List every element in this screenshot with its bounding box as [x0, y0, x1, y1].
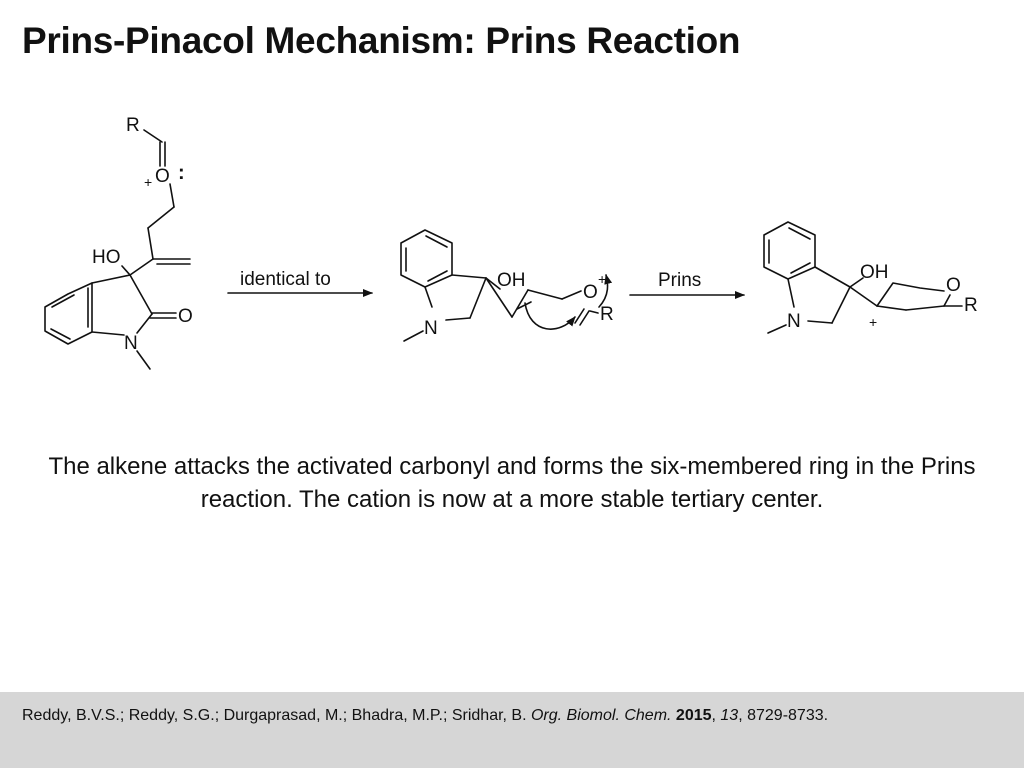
footer-bar	[0, 692, 1024, 768]
mol1-plus-charge: +	[144, 174, 153, 190]
mol1-n-label: N	[124, 333, 138, 354]
slide-title: Prins-Pinacol Mechanism: Prins Reaction	[22, 20, 741, 61]
mol2-o-label: O	[583, 282, 598, 303]
mol3-o-label: O	[946, 275, 961, 296]
citation-volume: 13	[720, 707, 739, 724]
mol1-lone-pair: :	[178, 162, 185, 184]
mol3-n-label: N	[787, 311, 801, 332]
reaction-scheme	[0, 95, 1024, 395]
mol3-oh-label: OH	[860, 262, 889, 283]
mol2-oh-label: OH	[497, 270, 526, 291]
citation-authors: Reddy, B.V.S.; Reddy, S.G.; Durgaprasad, M.; Bhadra, M.P.; Sridhar, B.	[22, 707, 531, 724]
mol1-carbonyl-o-label: O	[178, 306, 193, 327]
mol1-oxonium-o-label: O	[155, 166, 170, 187]
indoline-oxocarbenium-molecule	[401, 230, 614, 341]
citation-year: 2015	[675, 707, 712, 724]
citation-journal: Org. Biomol. Chem.	[530, 707, 672, 724]
mol1-ho-label: HO	[92, 247, 121, 268]
mol3-r-label: R	[964, 295, 978, 316]
oxindole-oxonium-molecule	[45, 115, 193, 369]
mol2-plus-charge: +	[598, 271, 607, 287]
mol1-r-label: R	[126, 115, 140, 136]
mol2-n-label: N	[424, 318, 438, 339]
caption-text: The alkene attacks the activated carbonyl and forms the six-membered ring in the Prins reaction. The cation is now at a more stable tertiary center.	[48, 453, 976, 513]
arrow2-label: Prins	[658, 270, 702, 291]
citation: Reddy, B.V.S.; Reddy, S.G.; Durgaprasad, M.; Bhadra, M.P.; Sridhar, B. Org. Biomol. Chem. 2015, 13, 8729-8733.	[22, 707, 829, 724]
mol3-plus-charge: +	[869, 314, 878, 330]
citation-pages: 8729-8733.	[747, 707, 829, 724]
mol2-r-label: R	[600, 304, 614, 325]
tetrahydropyran-cation-molecule	[764, 222, 978, 333]
arrow1-label: identical to	[240, 269, 331, 290]
